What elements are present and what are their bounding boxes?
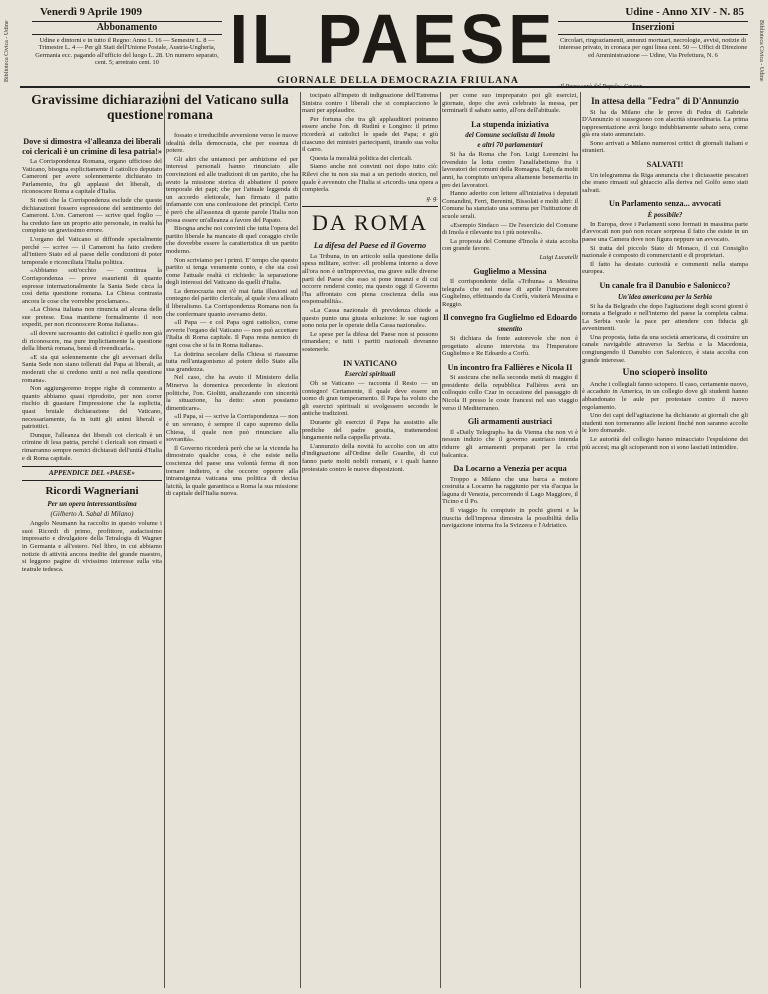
article-subhead: Un'idea americana per la Serbia (617, 292, 713, 301)
paragraph: Angelo Neumann ha raccolto in questo volume i suoi Ricordi di primo, profittore, audacissimo impresario e divulgatore della Tetralogia di Wagner in Germania e all'estero. Nel libro, in cui abbiamo notizie di attività ancora inedite del grande maestro, si leggono pagine di vivissimo interesse sulla vita teatrale tedesca. (22, 520, 162, 573)
paragraph: Il viaggio fu compiuto in pochi giorni e la riuscita dell'impresa dimostra la possibilità della navigazione interna fra la Svizzera e l'Adriatico. (442, 506, 578, 530)
masthead-rule (20, 86, 750, 88)
paragraph: Sono arrivati a Milano numerosi critici di giornali italiani e stranieri. (582, 139, 748, 155)
article-headline: La difesa del Paese ed il Governo (313, 241, 427, 251)
paragraph: Non aggiungeremo troppe righe di commento a quanto abbiamo quasi riprodotto, per non correr rischio di guastare l'impressione che la esplicita, quasi brutale dichiarazione del Vaticano, necessariamente, fa in tutti gli animi liberali e patriottici. (22, 385, 162, 431)
paragraph: «Il dovere sacrosanto dei cattolici è quello non già di riconoscere, ma pure implicitamente la questione della libertà romana, bensì di rivendicarla». (22, 330, 162, 353)
insertions-text: Circolari, ringraziamenti, annunzi mortuari, necrologie, avvisi, notizie di interesse privato, in cronaca per ogni linea cent. 50 — Uffici di Direzione ed Amministrazione — Udine, Via Prefettura, N. 6 (558, 37, 748, 59)
article-body (442, 92, 578, 115)
paragraph: Un telegramma da Riga annuncia che i diciassette pescatori che erano rimasti sul ghiaccio alla deriva nel Golfo sono stati salvati. (582, 171, 748, 194)
paragraph: Si ha da Belgrado che dopo l'agitazione degli scorsi giorni è tornata a Belgrado e nell'interno del paese la completa calma. La Serbia vuole la pace per attendere con fiducia gli avvenimenti. (582, 302, 748, 333)
article-body (302, 380, 438, 473)
column-rule (164, 92, 165, 988)
paragraph: La Corrispondenza Romana, organo ufficioso del Vaticano, bisogna esplicitamente il cattolico deputato Cameroni per avere solennemente dichiarato in Parlamento, fra gli applausi dei liberali, di riconoscere Roma a capitale d'Italia. (22, 158, 162, 196)
main-headline: Gravissime dichiarazioni del Vaticano sulla questione romana (31, 92, 289, 122)
paragraph: Questa la moralità politica dei clericali. (310, 154, 413, 162)
paragraph: «Il Papa, sì — scrive la Corrispondenza — non è un sovrano, è sempre il capo supremo della Chiesa, il quale non può rinunciare alla sovranità». (166, 413, 298, 444)
paragraph: Uno dei capi dell'agitazione ha dichiarato ai giornali che gli studenti non torneranno alle lezioni finché non saranno accolte le loro domande. (582, 412, 748, 435)
paragraph: Non scriviamo per i primi. E' tempo che questo partito si tenga veramente conto, e che sia così come l'attuale realtà ci richiede: la separazione degli interessi del Vaticano da quelli d'Italia. (166, 256, 298, 287)
masthead (18, 0, 752, 98)
article-signature: Luigi Lucatelli (539, 254, 578, 261)
paragraph: «La Chiesa italiana non rinuncia ad alcuna delle sue pretese. Essa mantiene formalmente il non expedit, per non riconoscere Roma italiana». (22, 306, 162, 329)
paragraph: Il fatto ha destato curiosità e commenti nella stampa europea. (582, 260, 748, 276)
paragraph: per come suo impreparato poi gli esercizi, giornate, dopo che avrà celebrato la messa, per terminarli il sabato santo, all'ora dell'abituale. (442, 92, 578, 115)
article-body (442, 374, 578, 412)
paragraph: Nel caso, che ha avuto il Ministero della Minerva la domenica precedente lo elezioni politiche, l'on. Giolitti, analizzando con sincerità la situazione, ha detto: «non possiamo dimenticare». (166, 374, 298, 412)
column-1 (22, 92, 162, 988)
issue-number: Udine - Anno XIV - N. 85 (625, 6, 744, 18)
article-signature: g. g. (426, 194, 438, 202)
article-headline: Un incontro fra Fallières e Nicola II (447, 362, 573, 372)
article-subhead: e altri 70 parlamentari (477, 141, 543, 150)
archive-stamp-right: Biblioteca Civica - Udine (758, 20, 764, 82)
archive-stamp-left: Biblioteca Civica - Udine (4, 20, 10, 82)
paragraph: «E sia qui solennemente che gli avversari della Santa Sede non siano tollerati dal Papa ai liberali, ai moderati che si credono uniti a noi nella questione romana». (22, 353, 162, 384)
article-body (582, 381, 748, 451)
article-body (582, 221, 748, 276)
article-headline: Guglielmo a Messina (473, 266, 547, 276)
article-subhead: Esercizi spirituali (344, 370, 396, 379)
article-subhead: È possibile? (647, 210, 683, 219)
appendix-label: APPENDICE DEL «PAESE» (49, 469, 135, 478)
paragraph: tocipato all'impeto di indignazione dell'Estrema Sinistra contro i liberali che si compiacciono le mani per applaudire. (302, 92, 438, 115)
article-body (582, 303, 748, 365)
paragraph: Per fortuna che tra gli applauditori potranno essere anche l'on. di Rudinì e Longino: il primo ricorderà ai cattolici le spade dei Papa; e giù ciascuno dei ministri partecipanti, tirando sua volta il carro. (302, 115, 438, 154)
paragraph: Oh se Vaticano — racconta il Resto — un contegno! Certamente, il quale deve essere un uomo di gran temperamento. Il Papa ha voluto che gli esercizi spirituali si svolgessero secondo le antiche tradizioni. (302, 380, 438, 418)
paragraph: Dunque, l'alleanza dei liberali coi clericali è un crimine di lesa patria, perché i clericali son rimasti e rimarranno sempre nemici dichiarati dell'unità d'Italia e di Roma capitale. (22, 431, 162, 462)
paragraph: Si tratta del piccolo Stato di Monaco, il cui Consiglio nazionale è composto di commercianti e di proprietari. (582, 244, 748, 260)
article-headline: Uno scioperò insolito (622, 368, 708, 379)
column-3 (302, 92, 438, 988)
paragraph: «Esempio Sindaco — De l'esercizio del Comune di Imola è rilevante tra i più notevoli». (442, 221, 578, 237)
newspaper-title: IL PAESE (229, 0, 557, 78)
paragraph: Si dichiara da fonte autorevole che non è progettato alcuno intervista tra l'Imperatore Guglielmo e Re Edoardo a Corfù. (442, 334, 578, 358)
article-body (22, 520, 162, 573)
paragraph: Il corrispondente della «Tribuna» a Messina telegrafa che nel mese di aprile l'imperatore Guglielmo, effettuando da Corfù, visiterà Messina e Reggio. (442, 278, 578, 308)
article-body (302, 253, 438, 354)
insertions-box (558, 21, 748, 59)
paragraph: Siamo anche noi convinti noi dopo tutto ciò: Rilevi che tu non sia mai a un periodo storico, nel quale è avvenuto che l'Italia si «ricordi» una opera a compierla. (302, 163, 438, 194)
paragraph: Si assicura che nella seconda metà di maggio il presidente della repubblica Fallières avrà un colloquio collo Czar in occasione del passaggio di Nicola II presso le coste francesi nel suo viaggio verso il Mediterraneo. (442, 374, 578, 412)
paragraph: Il «Daily Telegraph» ha da Vienna che non vi è nessun indizio che il governo austriaco intenda ridurre gli armamenti preparati per la crisi balcanica. (442, 428, 578, 459)
paragraph: Gli altri che uniamoci per ambizione ed per interessi personali hanno rinunciato alle convinzioni ed alle tradizioni di un partito, che ha avuto la missione storica di abbattere il potere temporale dei papi; che per l'attuale leggenda di un accordo elettorale, han firmato il patto infamante con una confessione dei principî. Certo è però che all'assenza di queste parole l'Italia non possa essere un'alleanza a favore del Papato. (166, 155, 298, 224)
article-body (22, 158, 162, 462)
paragraph: La democrazia non s'è mai fatta illusioni sul contegno del partito clericale, al quale s'era alleato il liberalismo. La Corrispondenza Romana non fa che confermare quanto avevamo detto. (166, 287, 298, 318)
issue-date: Venerdì 9 Aprile 1909 (40, 6, 142, 18)
newspaper-subtitle: GIORNALE DELLA DEMOCRAZIA FRIULANA (277, 76, 519, 86)
article-byline: (Gilberto A. Sabal di Milano) (50, 510, 134, 519)
insertions-heading: Inserzioni (558, 21, 748, 35)
article-subhead: Per un opera interessantissima (47, 500, 137, 509)
article-body (442, 278, 578, 308)
article-body (582, 109, 748, 156)
article-subhead: del Comune socialista di Imola (465, 131, 555, 140)
article-headline: IN VATICANO (343, 358, 397, 368)
paragraph: Una proposta, fatta da una società americana, di costruire un canale navigabile attraverso la Serbia e la Macedonia, congiungendo il Danubio con Salonicco, è stata accolta con grande interesse. (582, 333, 748, 364)
appendix-banner (22, 466, 162, 481)
subscription-heading: Abbonamento (32, 21, 222, 35)
article-headline: Un Parlamento senza... avvocati (609, 199, 721, 209)
article-headline: Gli armamenti austriaci (467, 417, 553, 427)
paragraph: «Abbiamo sott'occhio — continua la Corrispondenza — prove esaurienti di quanto espresse internazionalmente la Santa Sede circa la così detta questione romana. La Chiesa contrasta ancora le cose che vorrebbe proclamare». (22, 267, 162, 305)
article-headline: Ricordi Wagneriani (45, 485, 139, 498)
paragraph: Le spese per la difesa del Paese non si possono rimandare; e tutti i partiti nazionali dovranno sostenerle. (302, 330, 438, 353)
paragraph: L'annunzio della novità fu accolto con un atto d'indignazione all'Ordine delle Guardie, di cui fanno parte molti nobili romani, e i quali hanno protestato contro le nuove disposizioni. (302, 442, 438, 473)
article-body (442, 335, 578, 358)
column-rule (580, 92, 581, 988)
column-rule (300, 92, 301, 988)
article-subhead: Dove si dimostra «l'alleanza dei liberali coi clericali è un crimine di lesa patria!» (22, 137, 162, 156)
paragraph: La Tribuna, in un articolo sulla questione della spesa militare, scrive: «Il problema intorno a dove all'ora non è un'improvvisa, ma grave sulle diverse parti del Paese che esso si pone innanzi e di cui occorre rendersi conto; ma questo oggi il Governo l'ha affrontato con piena coscienza della sua responsabilità». (302, 252, 438, 306)
article-headline: SALVATI! (646, 160, 684, 170)
article-headline: Un canale fra il Danubio e Salonicco? (599, 281, 731, 290)
subscription-text: Udine e dintorni e in tutto il Regno: Anno L. 16 — Semestre L. 8 — Trimestre L. 4 — Per gli Stati dell'Unione Postale, Austria-Ungheria, Germania ecc. pagando all'ufficio del luogo L. 28. Un numero separato, cent. 5; arretrato cent. 10 (35, 37, 219, 67)
article-headline: Da Locarno a Venezia per acqua (453, 464, 567, 474)
paragraph: L'organo del Vaticano si diffonde specialmente perché — scrive — il Cameroni ha fatto credere all'intiero Stato ed al paese delle condizioni di poter temporale e riconciliata l'Italia politica. (22, 235, 162, 266)
article-subhead: smentito (497, 324, 523, 333)
subscription-box (32, 21, 222, 67)
paragraph: Si ha da Milano che le prove di Fedra di Gabriele D'Annunzio si susseguono con alacrità straordinaria. La prima rappresentazione avrà luogo indubbiamente sabato sera, come già era stato annunciato. (582, 108, 748, 139)
paragraph: Troppo a Milano che una barca a motore costruita a Locarno ha raggiunto per via d'acqua la laguna di Venezia, percorrendo il Lago Maggiore, il Ticino e il Po. (442, 475, 578, 506)
newspaper-motto: «Il Paese sarà del Popolo» Cavour (557, 84, 642, 90)
paragraph: Durante gli esercizi il Papa ha assistito alle prediche del padre gesuita, trattenendosi lungamente nella cappella privata. (302, 419, 438, 442)
paragraph: Si noti che la Corrispondenza esclude che queste dichiarazioni fossero espressione del sentimento del Cameroni. L'on. Cameroni — scrive quel foglio — ha creduto fare un proprio atto personale, in realtà ha compiuto un gravissimo errore. (22, 196, 162, 235)
column-5 (582, 92, 748, 988)
article-headline: Il convegno fra Guglielmo ed Edoardo (443, 313, 577, 323)
article-headline: La stupenda iniziativa (471, 119, 549, 129)
article-body (582, 172, 748, 195)
article-body (442, 151, 578, 253)
article-body (166, 132, 298, 498)
column-2 (166, 92, 298, 988)
article-body (442, 476, 578, 530)
column-4 (442, 92, 578, 988)
article-body (442, 429, 578, 459)
paragraph: Hanno aderito con lettere all'iniziativa i deputati Comandini, Ferri, Berenini, Bissolati e molti altri: il Comune ha stanziato una somma per l'istituzione di scuole serali. (442, 190, 578, 221)
section-banner (302, 206, 438, 236)
paragraph: In Europa, dove i Parlamenti sono formati in massima parte d'avvocati non può non recare sorpresa il fatto che esiste in un paese una Camera dove non figura neppure un avvocato. (582, 220, 748, 244)
article-body (302, 92, 438, 194)
paragraph: La proposta del Comune d'Imola è stata accolta con grande favore. (442, 237, 578, 253)
paragraph: Bisogna anche noi convinti che tutta l'opera del partito liberale ha mancato di quel coraggio civile che dovrebbe essere la caratteristica di un partito moderno. (166, 225, 298, 255)
paragraph: fossato e irreducibile avversione verso le nuove idealità della democrazia, che per essenza di potere. (166, 132, 298, 155)
paragraph: La dottrina secolare della Chiesa si riassume tutta nell'antagonismo al potere dello Stato alla sua grandezza. (166, 350, 298, 373)
column-rule (440, 92, 441, 988)
paragraph: «La Cassa nazionale di previdenza chiede a questo punto una giusta soluzione: le sue ragioni sono nota per le operaie della Cassa nazionale». (302, 306, 438, 330)
article-headline: In attesa della "Fedra" di D'Annunzio (591, 96, 739, 106)
paragraph: Il Governo ricorderà però che se la vicenda ha dimostrato qualche cosa, è che esiste nella coscienza del paese una volontà ferma di non tornare indietro, e che occorre opporre alla intransigenza vaticana una politica di decisa laicità, la quale garantisca a Roma la sua missione di capitale dell'Italia nuova. (166, 444, 298, 498)
paragraph: Si ha da Roma che l'on. Luigi Lorenzini ha rivenduto la lotta contro l'analfabetismo fra i lavoratori dei comuni della Romagna. Egli, da molti anni, ha compiuto un'opera altamente benemerita in pro dei lavoratori. (442, 151, 578, 189)
paragraph: Le autorità del collegio hanno minacciato l'espulsione dei più accesi; ma gli scioperanti non si sono lasciati intimidire. (582, 435, 748, 451)
section-title-da-roma: DA ROMA (311, 210, 429, 236)
paragraph: Anche i collegiali fanno sciopero. Il caso, certamente nuovo, è accaduto in America, in un collegio dove gli studenti hanno abbandonato le aule per protestare contro il nuovo regolamento. (582, 380, 748, 411)
paragraph: «Il Papa — e col Papa ogni cattolico, come avverte l'organo del Vaticano — non può accettare l'Italia di Roma capitale. Il Papa resta nemico di ogni cosa che si fa in Roma italiana». (166, 319, 298, 350)
